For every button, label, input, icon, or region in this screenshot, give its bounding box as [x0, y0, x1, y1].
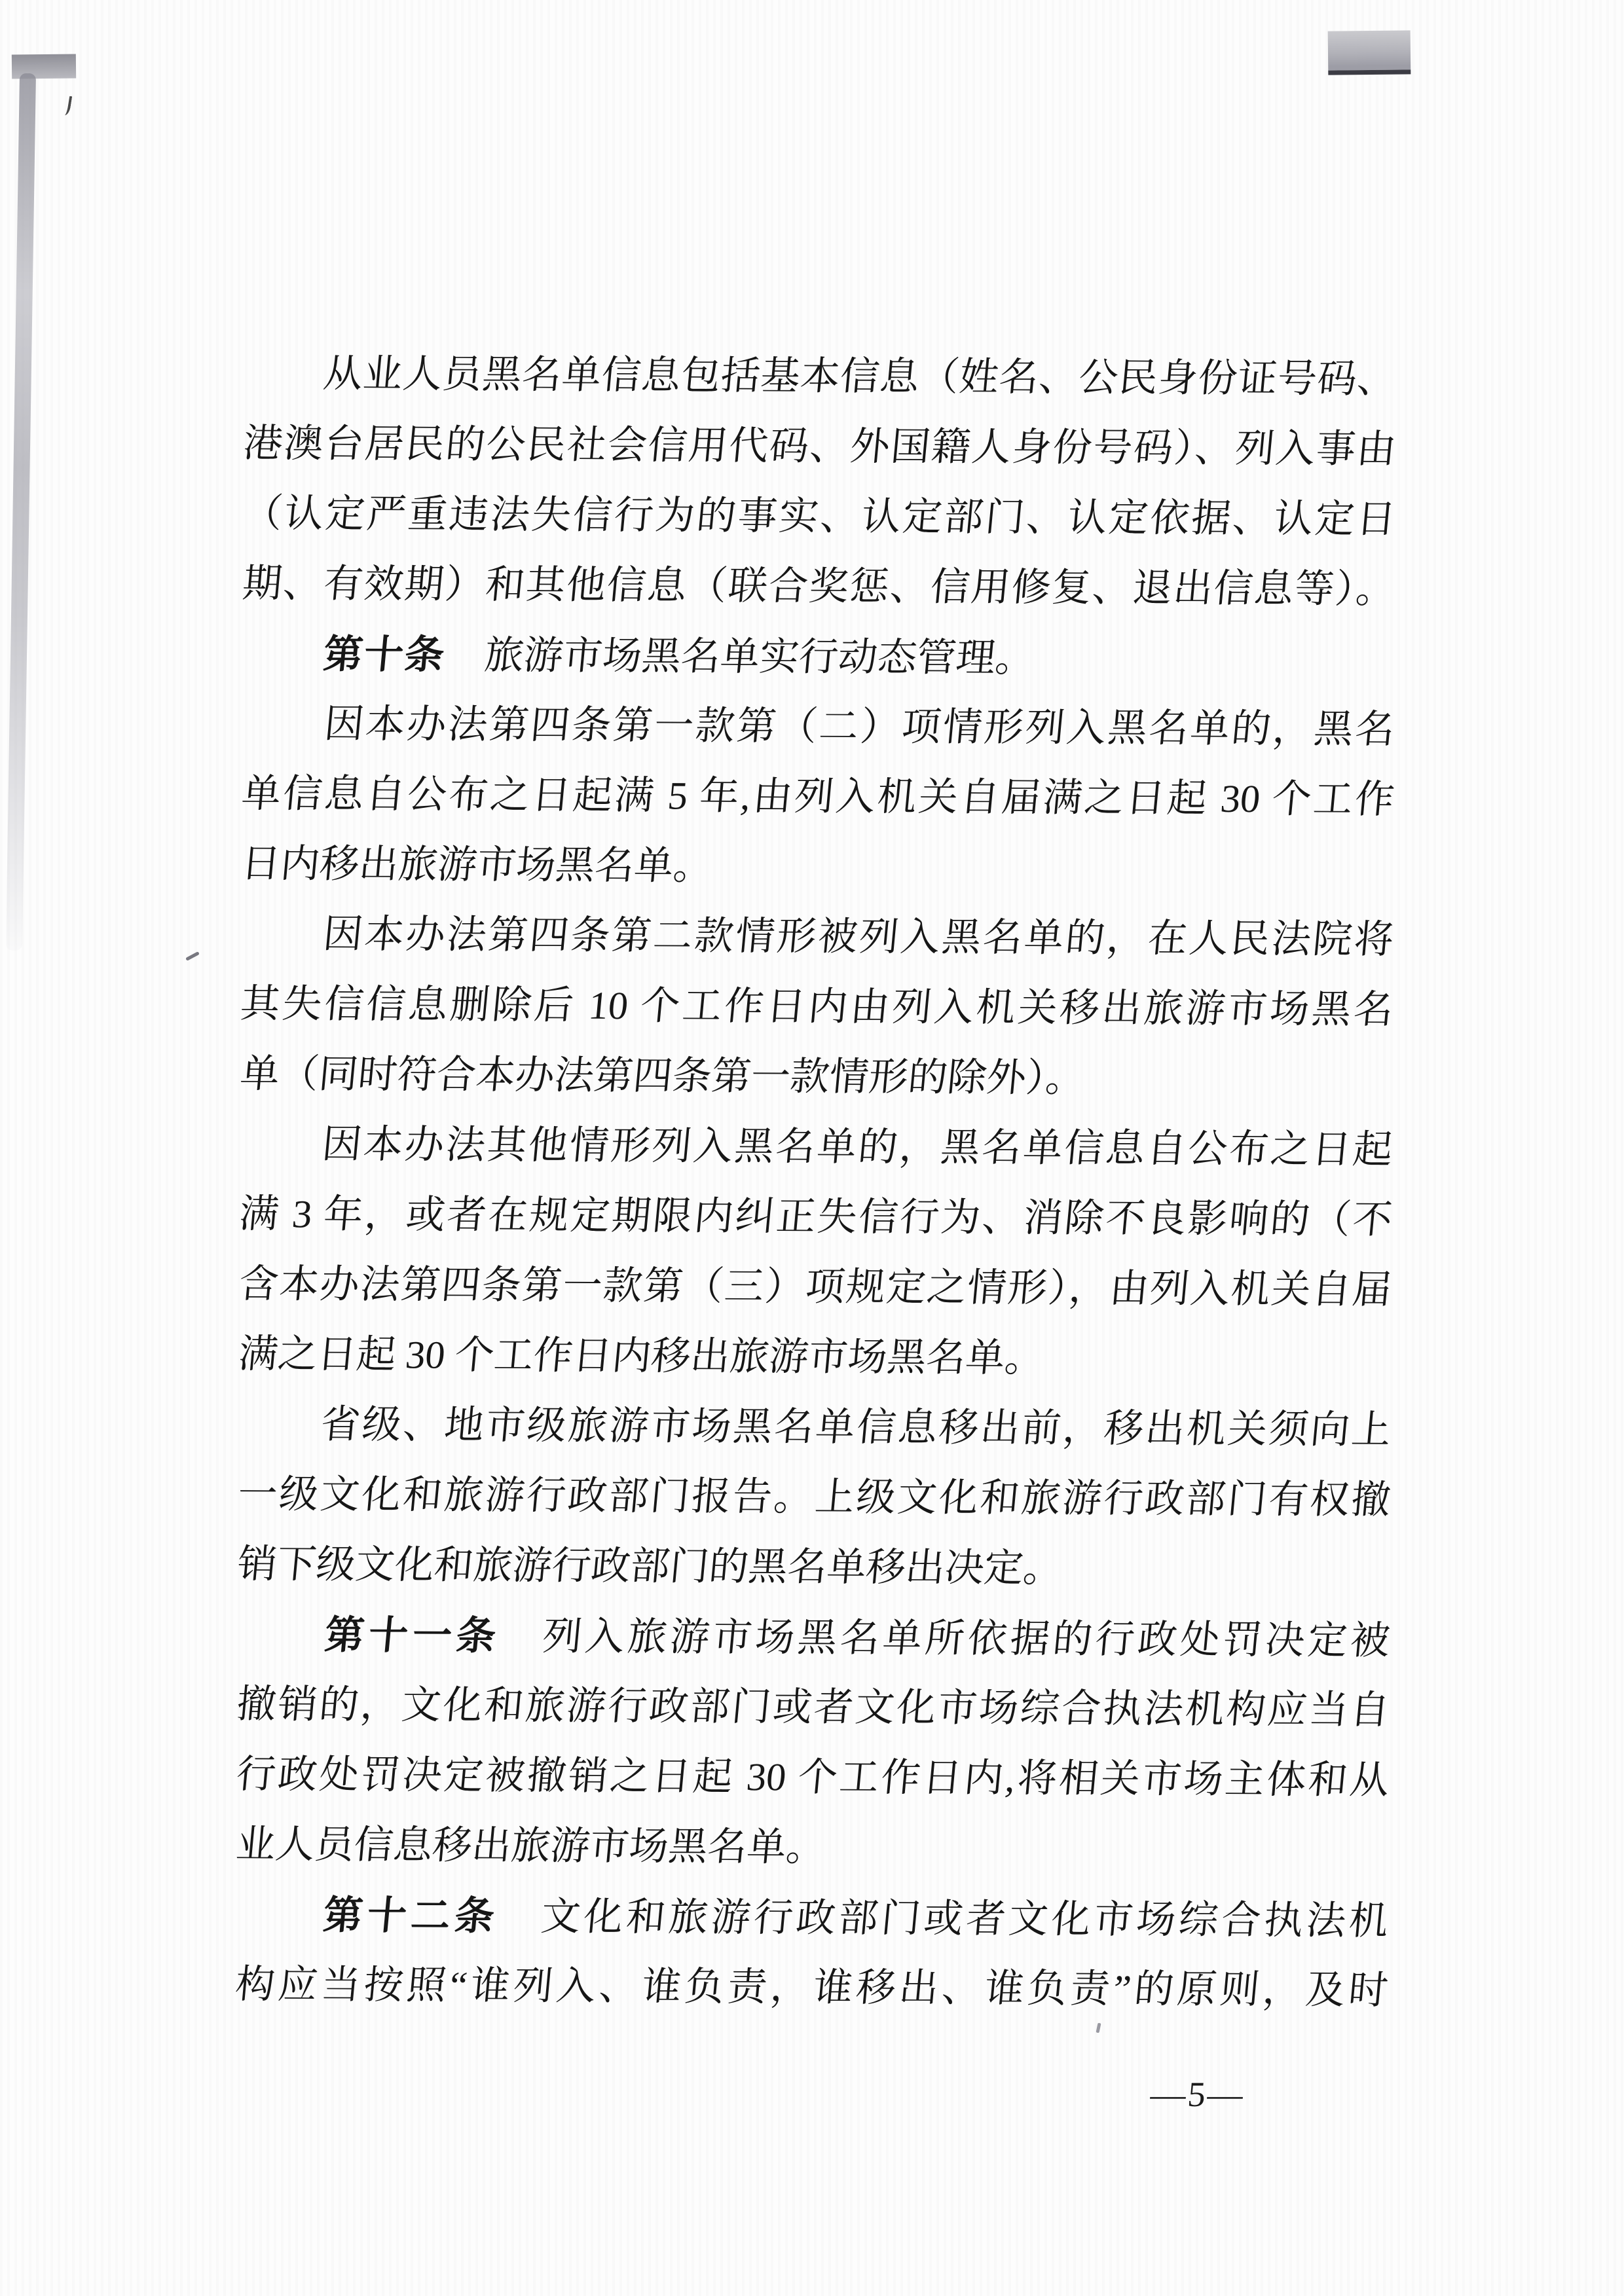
line-text: 其失信信息删除后 10 个工作日内由列入机关移出旅游市场黑名 — [238, 982, 1395, 1032]
scan-artifact-squiggle — [60, 95, 73, 116]
line-text: 列入旅游市场黑名单所依据的行政处罚决定被 — [498, 1614, 1392, 1663]
text-line — [238, 899, 1397, 975]
line-text: 销下级文化和旅游行政部门的黑名单移出决定。 — [235, 1542, 1065, 1590]
text-line — [237, 969, 1396, 1045]
line-text: 期、有效期）和其他信息（联合奖惩、信用修复、退出信息等）。 — [240, 562, 1397, 611]
text-line — [238, 829, 1397, 905]
line-text: 满 3 年，或者在规定期限内纠正失信行为、消除不良影响的（不 — [237, 1192, 1394, 1242]
line-text: 含本办法第四条第一款第（三）项规定之情形），由列入机关自届 — [237, 1262, 1394, 1312]
line-text: 省级、地市级旅游市场黑名单信息移出前，移出机关须向上 — [236, 1402, 1393, 1452]
line-text: 一级文化和旅游行政部门报告。上级文化和旅游行政部门有权撤 — [236, 1472, 1393, 1522]
text-line — [237, 1039, 1396, 1115]
text-line — [234, 1459, 1393, 1535]
text-line — [236, 1249, 1395, 1325]
text-line — [236, 1319, 1395, 1395]
line-text: 单信息自公布之日起满 5 年,由列入机关自届满之日起 30 个工作 — [240, 772, 1397, 822]
line-text: 构应当按照“谁列入、谁负责，谁移出、谁负责”的原则，及时 — [233, 1963, 1390, 2013]
text-line — [236, 1179, 1395, 1255]
text-line — [233, 1810, 1392, 1886]
text-line — [239, 619, 1398, 695]
line-text: 业人员信息移出旅游市场黑名单。 — [234, 1823, 828, 1869]
text-line — [240, 549, 1399, 625]
line-text: 港澳台居民的公民社会信用代码、外国籍人身份号码）、列入事由 — [241, 422, 1398, 471]
page-number: —5— — [1149, 2075, 1247, 2114]
line-text: 文化和旅游行政部门或者文化市场综合执法机 — [496, 1895, 1391, 1943]
text-line — [234, 1529, 1393, 1605]
article-heading: 第十二条 — [233, 1893, 501, 1939]
line-text: 因本办法其他情形列入黑名单的，黑名单信息自公布之日起 — [238, 1122, 1395, 1172]
scan-artifact-fleck — [185, 951, 200, 961]
line-text: 因本办法第四条第二款情形被列入黑名单的，在人民法院将 — [238, 912, 1396, 962]
line-text: （认定严重违法失信行为的事实、认定部门、认定依据、认定日 — [241, 492, 1398, 541]
text-line — [232, 1880, 1392, 1956]
text-line — [239, 689, 1398, 765]
line-text: 旅游市场黑名单实行动态管理。 — [443, 633, 1037, 680]
article-heading: 第十条 — [240, 632, 448, 677]
article-heading: 第十一条 — [235, 1613, 502, 1658]
text-line — [240, 338, 1399, 414]
line-text: 因本办法第四条第一款第（二）项情形列入黑名单的，黑名 — [240, 702, 1397, 752]
text-line — [234, 1599, 1393, 1675]
text-line — [232, 1950, 1392, 2026]
text-line — [235, 1389, 1394, 1465]
text-line — [236, 1109, 1395, 1185]
line-text: 日内移出旅游市场黑名单。 — [239, 842, 715, 888]
scan-artifact-top-right-blob — [1328, 30, 1411, 75]
line-text: 撤销的，文化和旅游行政部门或者文化市场综合执法机构应当自 — [234, 1683, 1392, 1732]
text-line — [238, 759, 1397, 835]
line-text: 满之日起 30 个工作日内移出旅游市场黑名单。 — [236, 1332, 1046, 1380]
line-text: 从业人员黑名单信息包括基本信息（姓名、公民身份证号码、 — [242, 352, 1399, 401]
document-text-block — [232, 338, 1399, 2026]
text-line — [240, 479, 1399, 555]
line-text: 单（同时符合本办法第四条第一款情形的除外）。 — [238, 1052, 1087, 1100]
line-text: 行政处罚决定被撤销之日起 30 个工作日内,将相关市场主体和从 — [234, 1753, 1392, 1802]
scan-artifact-left-strip — [6, 73, 36, 951]
text-line — [234, 1669, 1393, 1745]
text-line — [240, 409, 1399, 484]
text-line — [233, 1740, 1392, 1815]
scan-artifact-fleck — [1096, 2023, 1101, 2033]
